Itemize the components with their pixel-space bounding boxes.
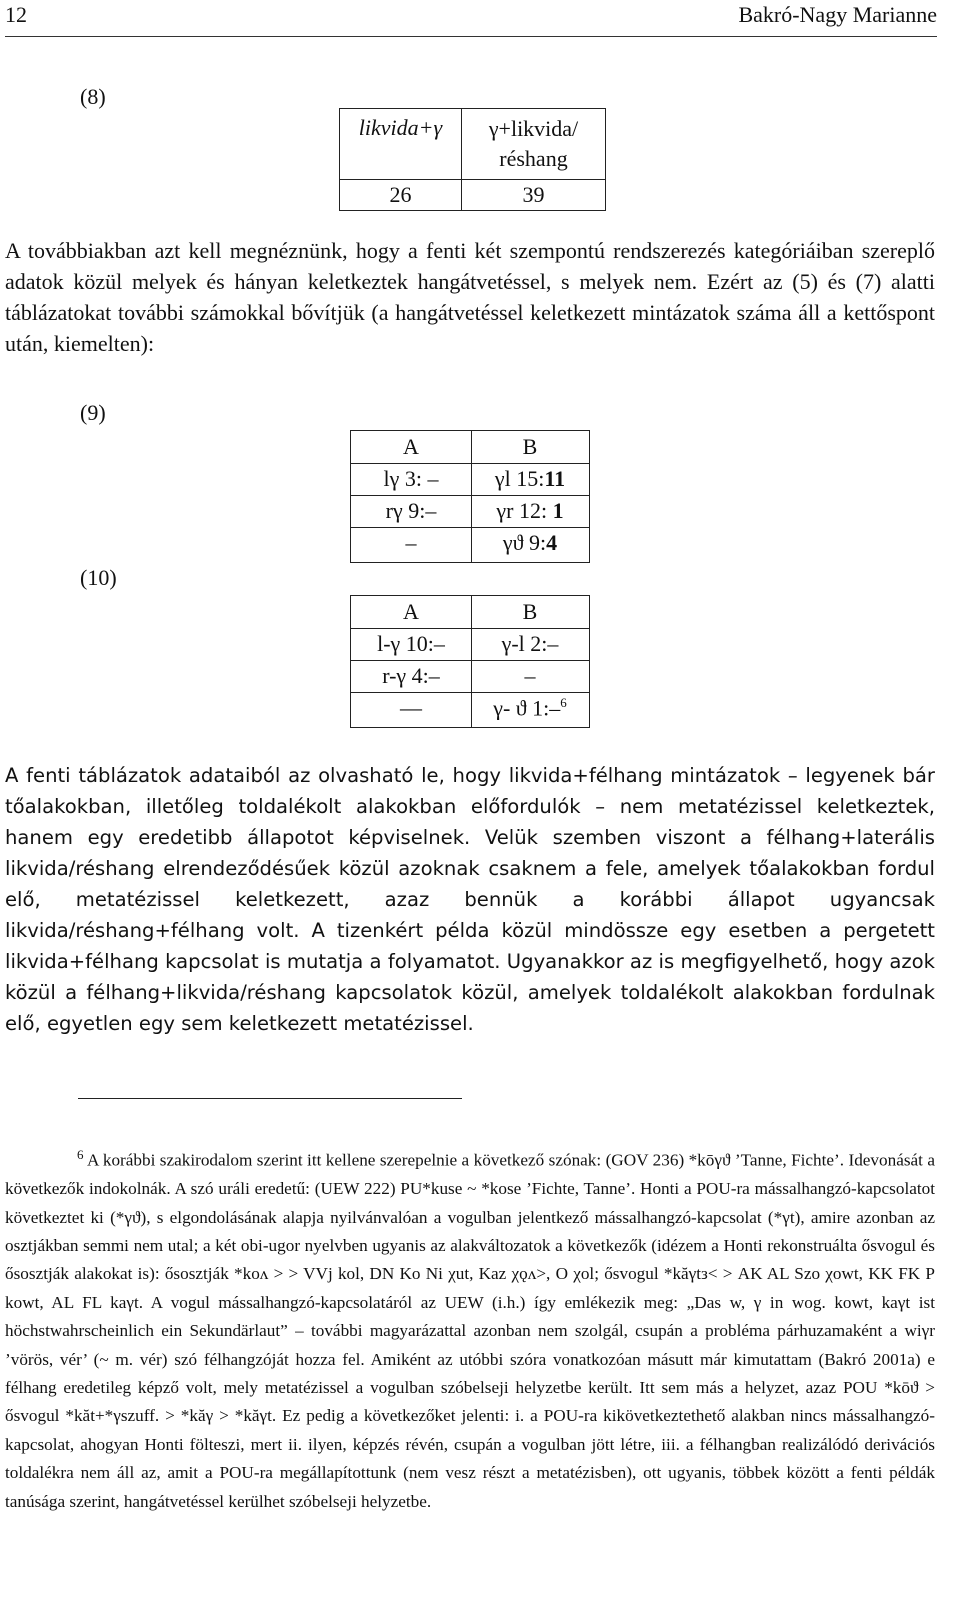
- table-cell: γr 12: 1: [496, 498, 564, 523]
- table-cell: –: [524, 663, 536, 688]
- paragraph-2: A fenti táblázatok adataiból az olvasható le, hogy likvida+félhang mintázatok – legyenek bár tőalakokban, illetőleg toldalékolt alakokban előfordulók – nem metatézissel keletkeztek, hanem egy eredetibb állapotot képviselnek. Velük szemben viszont a félhang+laterális likvida/réshang elrendeződésűek közül azoknak csaknem a fele, amelyek tőalakokban fordul elő, metatézissel keletkezett, azaz bennük a korábbi állapot ugyancsak likvida/réshang+félhang volt. A tizenkért példa közül mindössze egy esetben a pergetett likvida+félhang kapcsolat is mutatja a folyamatot. Ugyanakkor az is megfigyelhető, hogy azok közül a félhang+likvida/réshang kapcsolatok közül, amelyek toldalékolt alakokban fordulnak elő, egyetlen egy sem keletkezett metatézissel.: [5, 764, 935, 1035]
- example-10-label: (10): [80, 565, 117, 590]
- table-cell: rγ 9:–: [385, 498, 437, 523]
- table-cell: 26: [340, 180, 462, 211]
- example-10-table: [350, 595, 590, 728]
- table-cell: γ+likvida/ réshang: [462, 109, 606, 180]
- column-header-a: A: [403, 599, 419, 624]
- column-header-a: A: [403, 434, 419, 459]
- table-cell: likvida+γ: [340, 109, 462, 180]
- page-number: 12: [5, 2, 27, 27]
- table-cell: γϑ 9:4: [502, 530, 558, 555]
- column-header-b: B: [522, 434, 538, 459]
- example-9-table: [350, 430, 590, 563]
- page-header: [5, 0, 937, 37]
- footnote-text: A korábbi szakirodalom szerint itt kellene szerepelnie a következő szónak: (GOV 236) *kōγϑ ’Tanne, Fichte’. Idevonását a következők indokolnák. A szó uráli eredetű: (UEW 222) PU*kuse ~ *kose ’Fichte, Tanne’. Honti a POU-ra mássalhangzó-kapcsolatot következtet ki (*γϑ), s elgondolásának alapja nyilvánvalóan a vogulban jelentkező mássalhangzó-kapcsolat (*γt), amire azonban az osztjákban semmi nem utal; a két obi-ugor nyelvben ugyanis az alakváltozatok a következők (idézem a Honti rekonstruálta ősvogul és ősosztják alakokat is): ősosztják *koʌ > > VVj kol, DN Ko Ni χut, Kaz χǫʌ>, O χol; ősvogul *kăγtз< > AK AL Szo χowt, KK FK P kowt, AL FL kaγt. A vogul mássalhangzó-kapcsolatáról az UEW (i.h.) így emlékezik meg: „Das w, γ in wog. kowt, kaγt ist höchstwahrscheinlich ein Sekundärlaut” – további magyarázattal azonban nem szolgál, csupán a probléma párhuzamaként a wiγr ’vörös, vér’ (~ m. vér) szó félhangzóját hozza fel. Amiként az utóbbi szóra vonatkozóan másutt már kimutattam (Bakró 2001a) e félhang eredetileg képző volt, mely metatézissel a vogulban szóbelseji helyzetbe került. Itt sem más a helyzet, azaz POU *kōϑ > ősvogul *kăt+*γszuff. > *kăγ > *kăγt. Ez pedig a következőket jelenti: i. a POU-ra kikövetkeztethető alakban nincs mássalhangzó-kapcsolat, ahogyan Honti fölteszi, mert ii. ilyen, képzés révén, csupán a vogulban jött létre, iii. a félhangban realizálódó derivációs toldalékra nem áll az, amit a POU-ra megállapítottunk (nem vesz részt a metatézisben), ott ugyanis, többek között a fenti példák tanúsága szerint, hangátvetéssel kerülhet szóbelseji helyzetbe.: [5, 1150, 935, 1511]
- column-header-b: B: [522, 599, 538, 624]
- example-8-table: [339, 108, 606, 211]
- table-cell: γ- ϑ 1:–$^6$: [493, 695, 567, 721]
- table-cell: –: [405, 530, 417, 555]
- footnote-separator: [78, 1098, 462, 1099]
- table-cell: γl 15:11: [494, 466, 566, 491]
- example-8-label: (8): [80, 84, 106, 109]
- running-head: Bakró-Nagy Marianne: [738, 2, 937, 27]
- footnote-mark: 6: [77, 1147, 84, 1162]
- table-cell: r-γ 4:–: [382, 663, 440, 688]
- paragraph-1: A továbbiakban azt kell megnéznünk, hogy a fenti két szempontú rendszerezés kategóriáiban szereplő adatok közül melyek és hányan keletkeztek hangátvetéssel, s melyek nem. Ezért az (5) és (7) alatti táblázatokat további számokkal bővítjük (a hangátvetéssel keletkezett mintázatok száma áll a kettőspont után, kiemelten):: [5, 238, 935, 356]
- footnote-reference[interactable]: 6: [560, 695, 567, 710]
- table-cell: —: [400, 695, 422, 720]
- footnote-6: [5, 1141, 935, 1516]
- table-cell: lγ 3: –: [383, 466, 439, 491]
- table-cell: γ-l 2:–: [501, 631, 559, 656]
- table-cell: 39: [462, 180, 606, 211]
- example-9-label: (9): [80, 400, 106, 425]
- table-cell: l-γ 10:–: [377, 631, 445, 656]
